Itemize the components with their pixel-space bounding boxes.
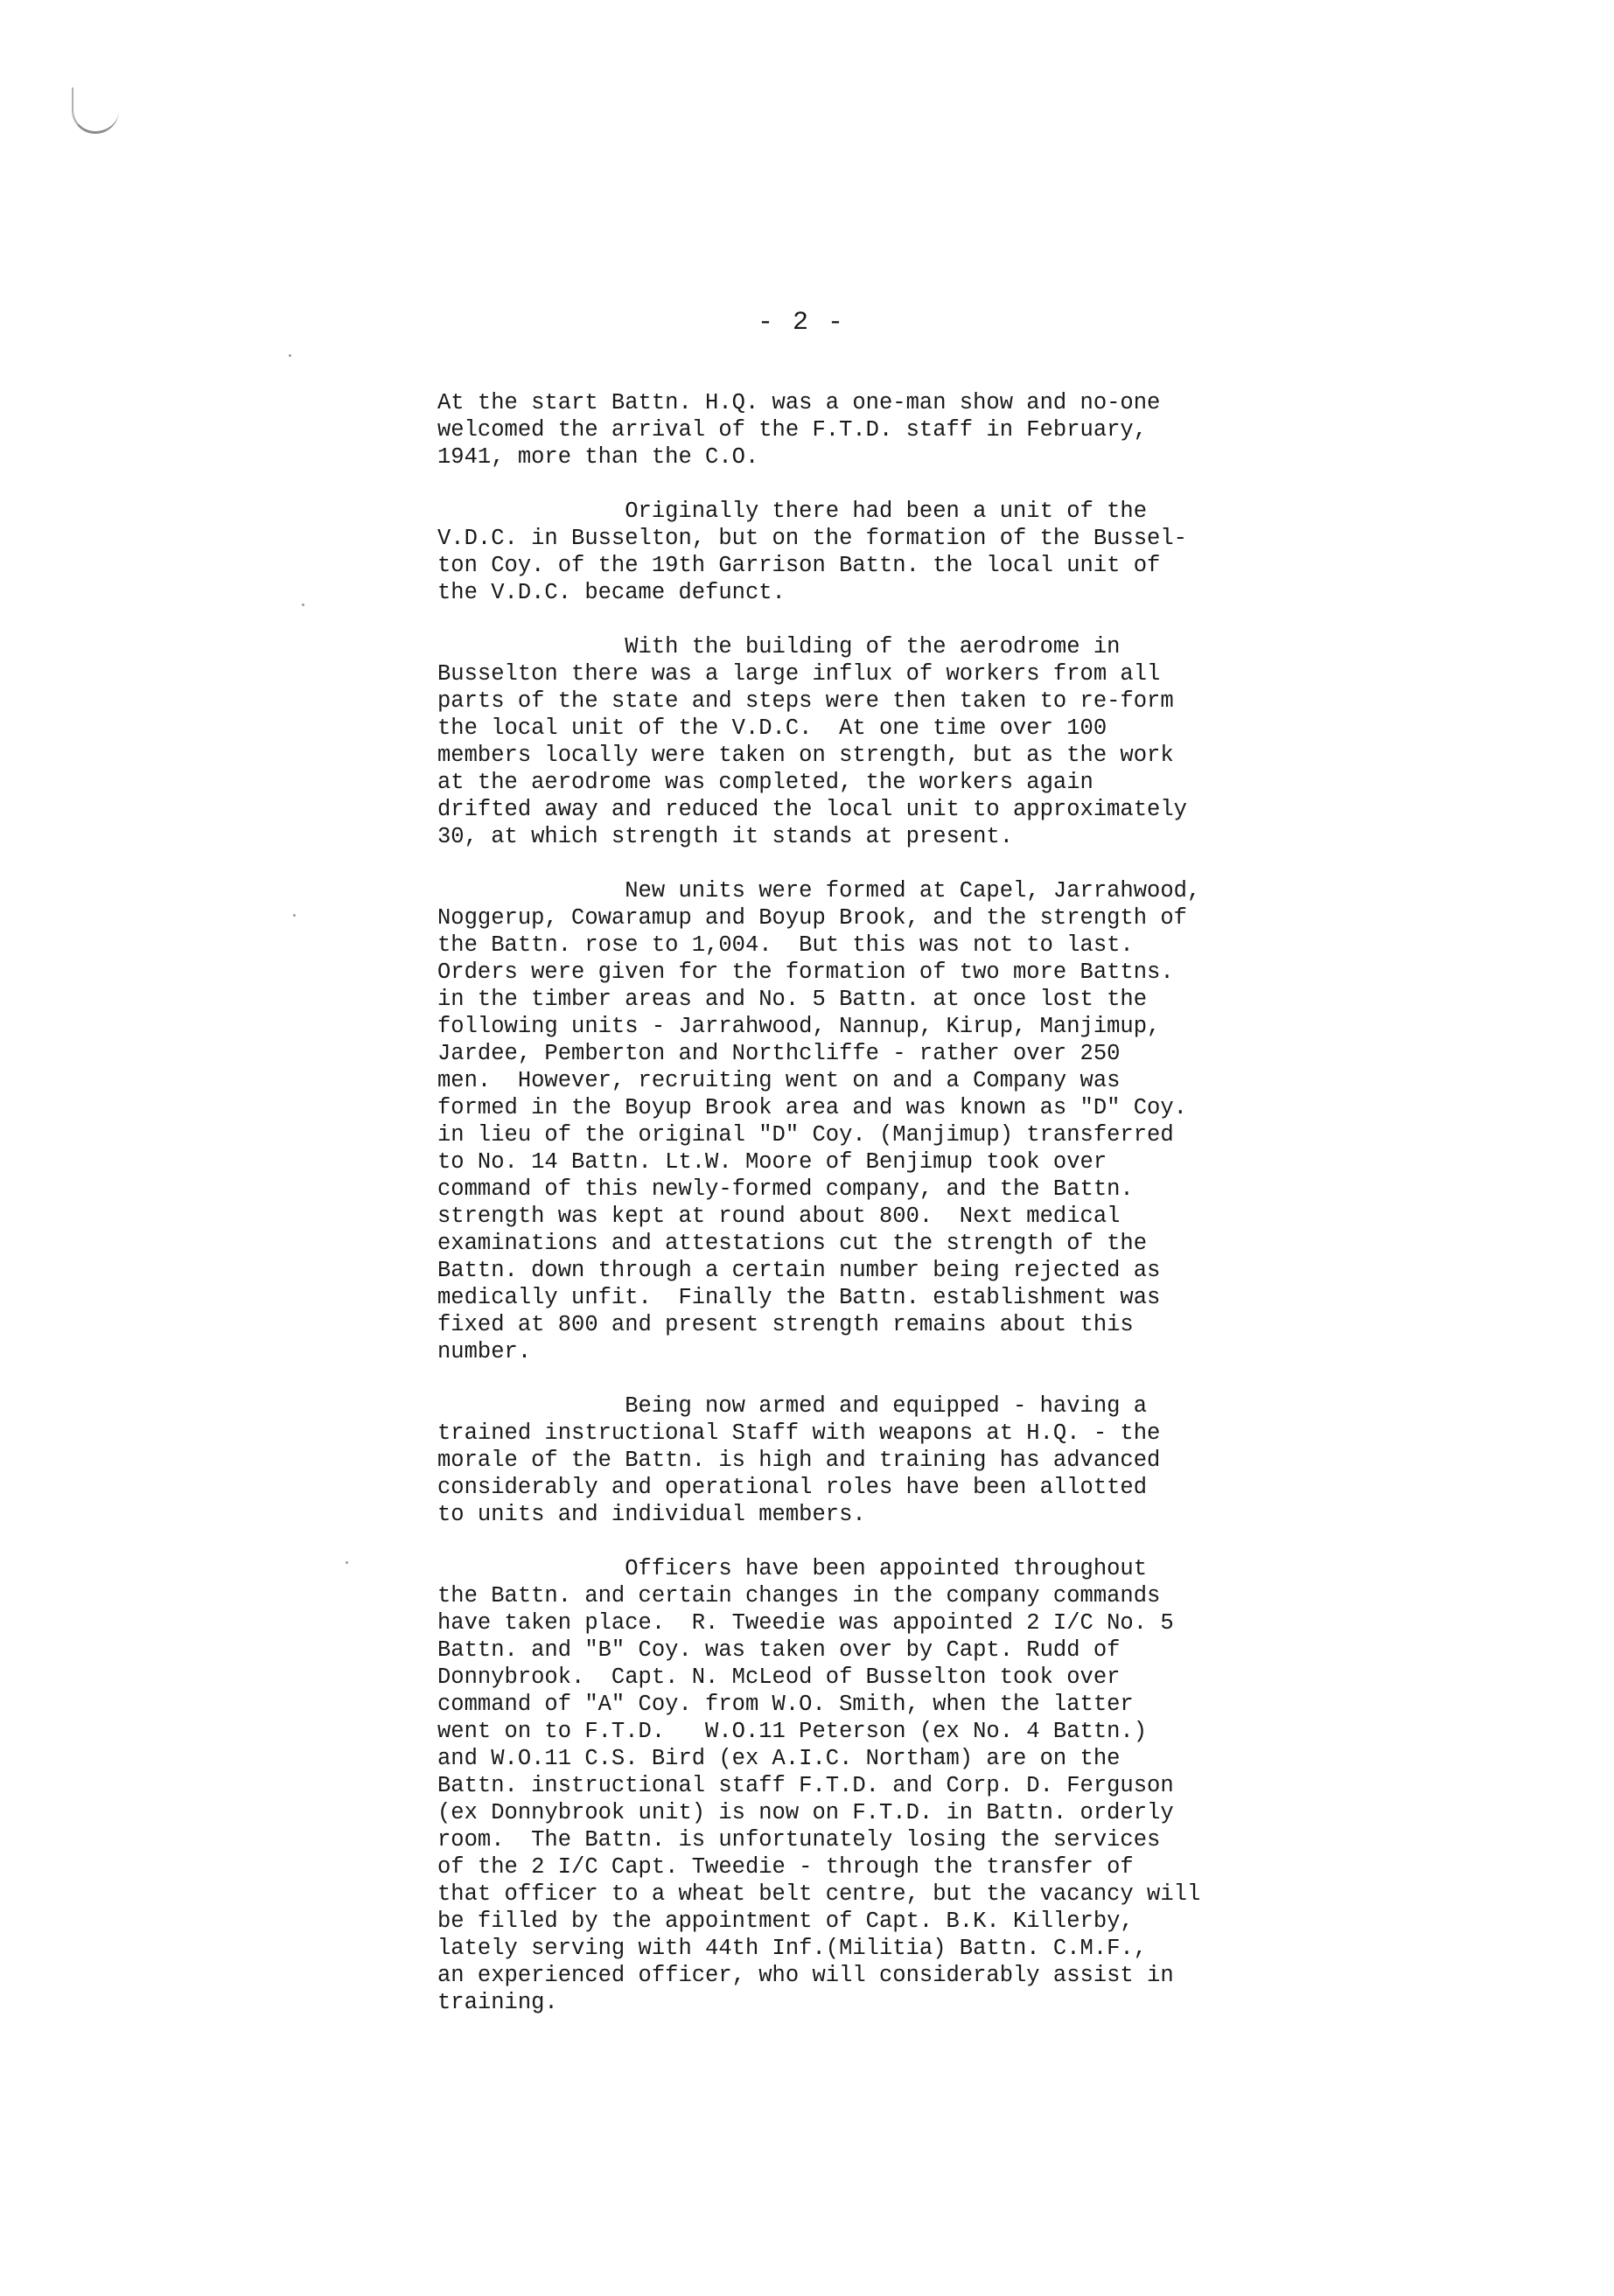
margin-speck — [289, 354, 291, 357]
paragraph: Officers have been appointed throughout the Battn. and certain changes in the company commands have taken place. R. Tweedie was appointed 2 I/C No. 5 Battn. and "B" Coy. was taken over by Capt. Rudd of Donnybrook. Capt. N. McLeod of Busselton took over command of "A" Coy. from W.O. Smith, when the latter went on to F.T.D. W.O.11 Peterson (ex No. 4 Battn.) and W.O.11 C.S. Bird (ex A.I.C. Northam) are on the Battn. instructional staff F.T.D. and Corp. D. Ferguson (ex Donnybrook unit) is now on F.T.D. in Battn. orderly room. The Battn. is unfortunately losing the services of the 2 I/C Capt. Tweedie - through the transfer of that officer to a wheat belt centre, but the vacancy will be filled by the appointment of Capt. B.K. Killerby, lately serving with 44th Inf.(Militia) Battn. C.M.F., an experienced officer, who will considerably assist in training. — [437, 1556, 1201, 2015]
margin-speck — [293, 914, 296, 917]
paragraph: At the start Battn. H.Q. was a one-man show and no-one welcomed the arrival of the F.T.D. staff in February, 1941, more than the C.O. — [437, 390, 1161, 470]
paragraph: New units were formed at Capel, Jarrahwood, Noggerup, Cowaramup and Boyup Brook, and the strength of the Battn. rose to 1,004. But this was not to last. Orders were given for the formation of two more Battns. in the timber areas and No. 5 Battn. at once lost the following units - Jarrahwood, Nannup, Kirup, Manjimup, Jardee, Pemberton and Northcliffe - rather over 250 men. However, recruiting went on and a Company was formed in the Boyup Brook area and was known as "D" Coy. in lieu of the original "D" Coy. (Manjimup) transferred to No. 14 Battn. Lt.W. Moore of Benjimup took over command of this newly-formed company, and the Battn. strength was kept at round about 800. Next medical examinations and attestations cut the strength of the Battn. down through a certain number being rejected as medically unfit. Finally the Battn. establishment was fixed at 800 and present strength remains about this number. — [437, 878, 1201, 1364]
page-number: - 2 - — [758, 308, 846, 338]
document-body — [437, 389, 1400, 2043]
margin-speck — [302, 604, 304, 606]
paragraph: With the building of the aerodrome in Busselton there was a large influx of workers from all parts of the state and steps were then taken to re-form the local unit of the V.D.C. At one time over 100 members locally were taken on strength, but as the work at the aerodrome was completed, the workers again drifted away and reduced the local unit to approximately 30, at which strength it stands at present. — [437, 634, 1187, 849]
paragraph: Being now armed and equipped - having a trained instructional Staff with weapons at H.Q. - the morale of the Battn. is high and training has advanced considerably and operational roles have been allotted to units and individual members. — [437, 1393, 1161, 1527]
margin-speck — [346, 1561, 348, 1564]
paragraph: Originally there had been a unit of the V.D.C. in Busselton, but on the formation of the Bussel- ton Coy. of the 19th Garrison Battn. the local unit of the V.D.C. became defunct. — [437, 499, 1187, 605]
punch-hole-mark — [72, 87, 119, 134]
